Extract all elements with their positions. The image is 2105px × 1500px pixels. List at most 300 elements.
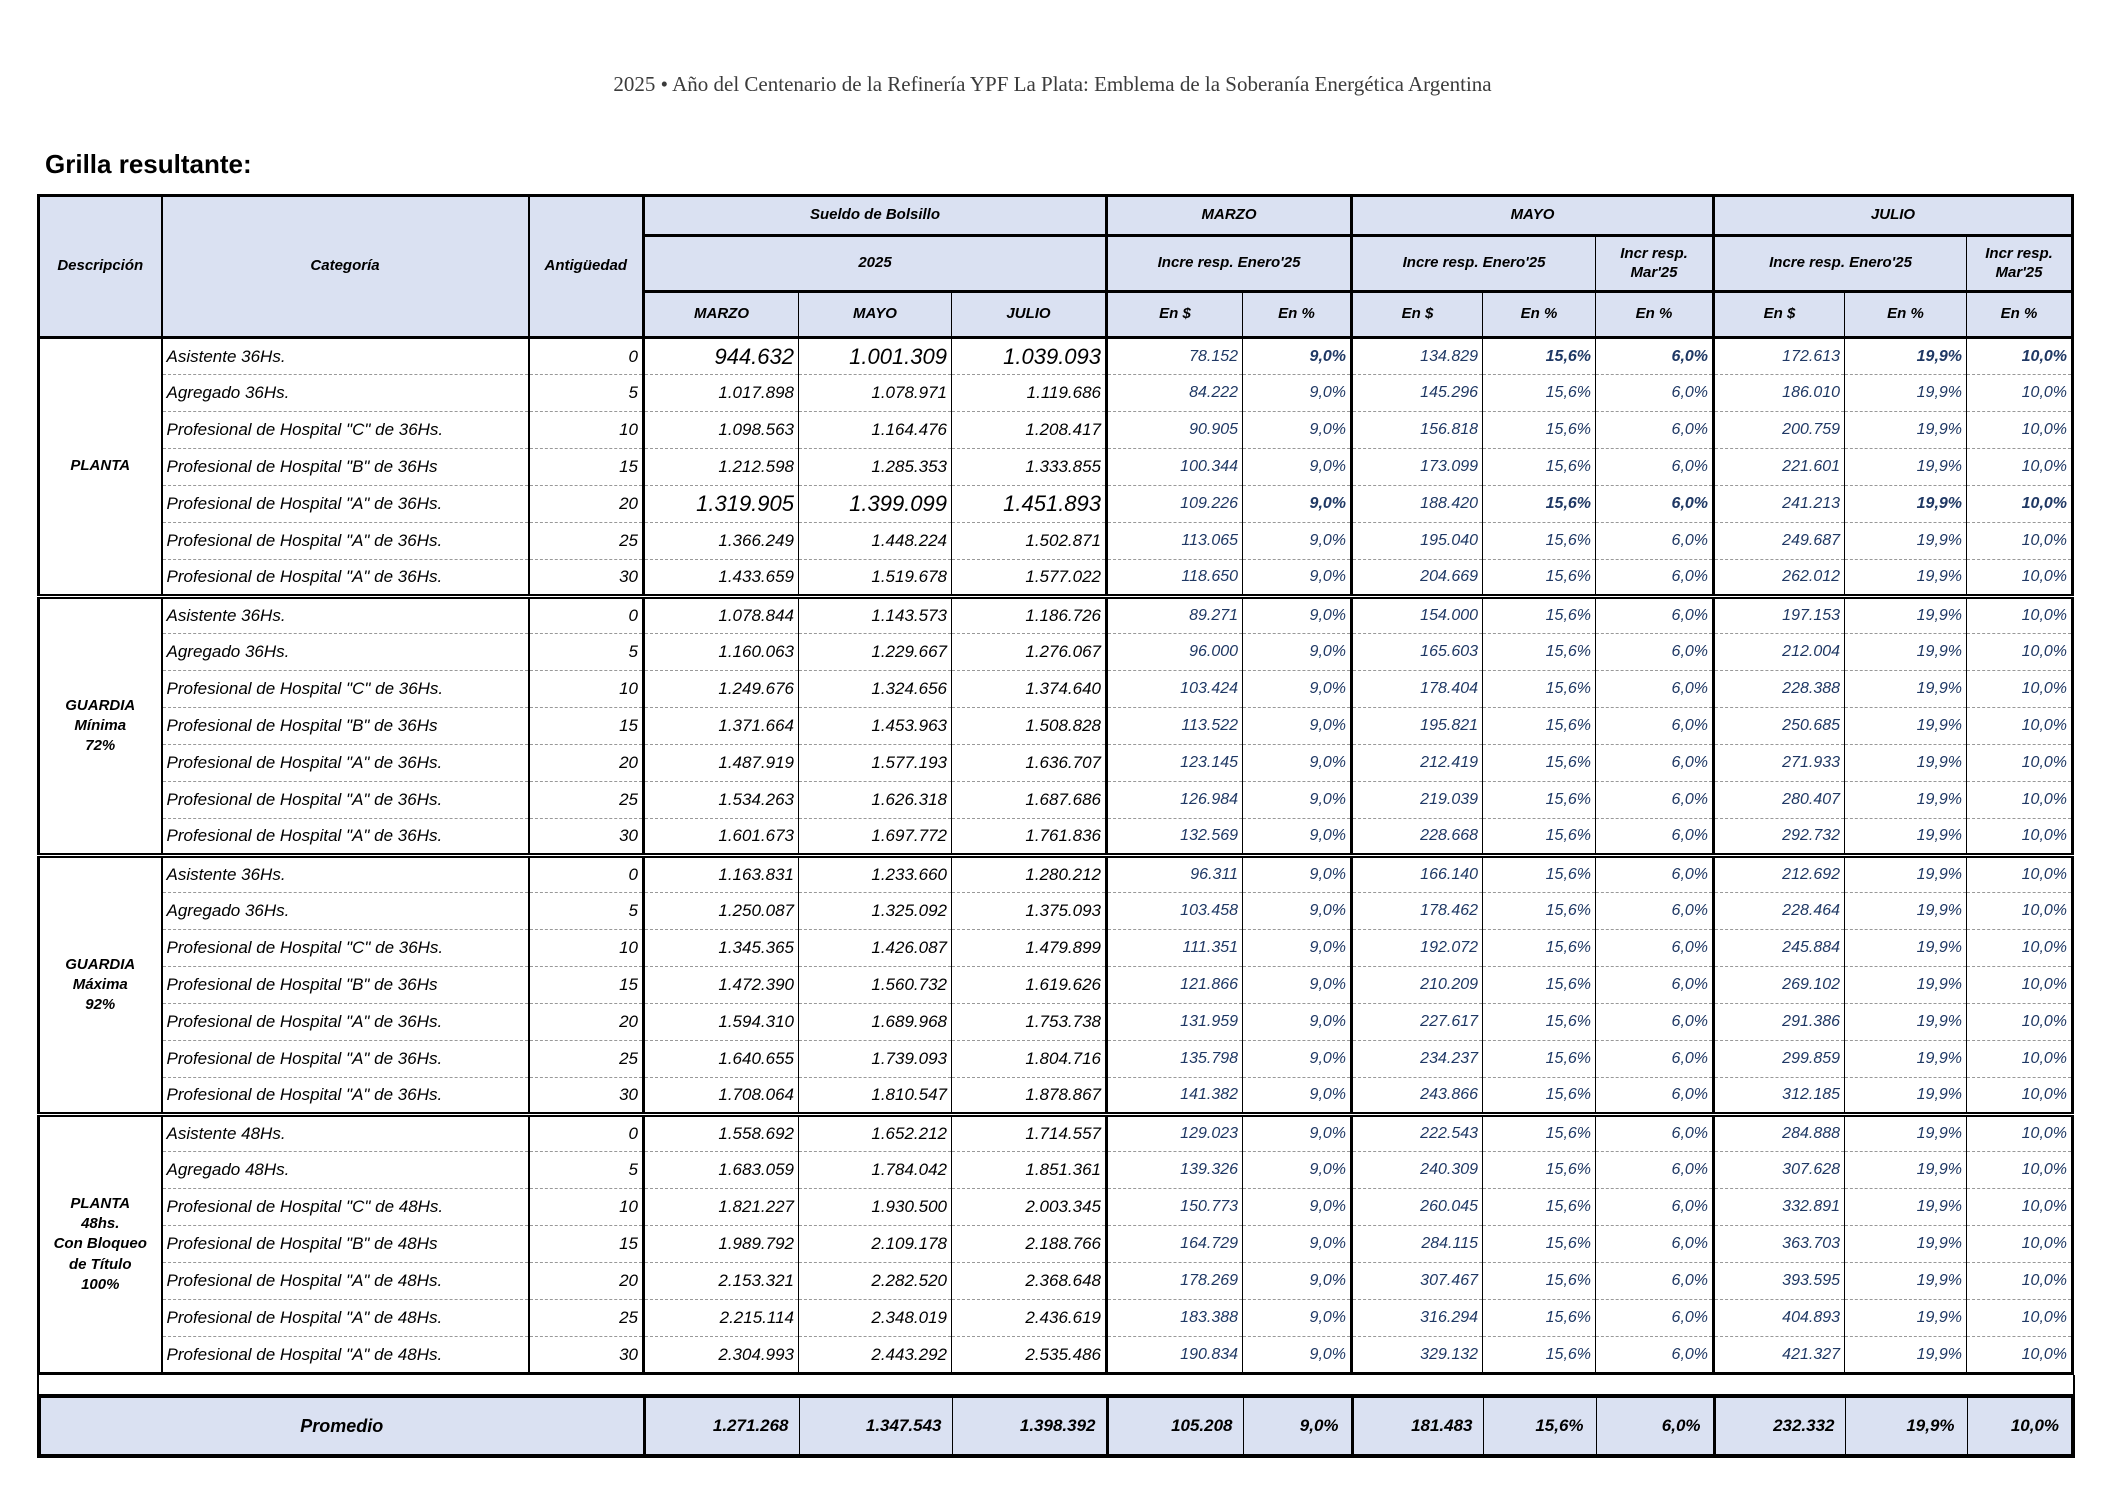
mayo-en-pesos-cell: 222.543 (1352, 1115, 1483, 1152)
mayo-incr-mar-pct-cell: 6,0% (1596, 412, 1714, 449)
categoria-cell: Profesional de Hospital "C" de 36Hs. (162, 930, 529, 967)
julio-en-pesos-cell: 404.893 (1714, 1300, 1845, 1337)
table-row (39, 745, 2073, 782)
subheader-sueldo-mayo: MAYO (799, 292, 952, 338)
table-row (39, 1115, 2073, 1152)
mayo-en-pct-cell: 15,6% (1483, 338, 1596, 375)
mayo-en-pesos-cell: 210.209 (1352, 967, 1483, 1004)
marzo-en-pct-cell: 9,0% (1243, 338, 1352, 375)
marzo-en-pct-cell: 9,0% (1243, 893, 1352, 930)
julio-en-pct-cell: 19,9% (1845, 893, 1967, 930)
antiguedad-cell: 20 (529, 1004, 644, 1041)
sueldo-cell: 2.436.619 (952, 1300, 1107, 1337)
table-row (39, 967, 2073, 1004)
sueldo-cell: 1.697.772 (799, 819, 952, 856)
antiguedad-cell: 5 (529, 375, 644, 412)
group-label-line: Con Bloqueo (53, 1235, 147, 1253)
sueldo-cell: 1.374.640 (952, 671, 1107, 708)
categoria-cell: Asistente 36Hs. (162, 597, 529, 634)
julio-en-pct-cell: 19,9% (1845, 930, 1967, 967)
julio-incr-mar-pct-cell: 10,0% (1967, 1263, 2073, 1300)
sueldo-cell: 2.443.292 (799, 1337, 952, 1374)
marzo-en-pct-cell: 9,0% (1243, 1041, 1352, 1078)
julio-en-pesos-cell: 363.703 (1714, 1226, 1845, 1263)
sueldo-cell: 1.098.563 (644, 412, 799, 449)
sueldo-cell: 1.078.971 (799, 375, 952, 412)
julio-incr-mar-pct-cell: 10,0% (1967, 1152, 2073, 1189)
marzo-en-pct-cell: 9,0% (1243, 1189, 1352, 1226)
categoria-cell: Profesional de Hospital "A" de 36Hs. (162, 560, 529, 597)
sueldo-cell: 1.714.557 (952, 1115, 1107, 1152)
julio-incr-mar-pct-cell: 10,0% (1967, 375, 2073, 412)
mayo-en-pesos-cell: 173.099 (1352, 449, 1483, 486)
mayo-en-pct-cell: 15,6% (1483, 375, 1596, 412)
categoria-cell: Profesional de Hospital "A" de 48Hs. (162, 1300, 529, 1337)
julio-incr-mar-pct-cell: 10,0% (1967, 1078, 2073, 1115)
category-group (39, 1115, 2073, 1374)
grid-header (39, 196, 2073, 338)
julio-en-pesos-cell: 271.933 (1714, 745, 1845, 782)
mayo-en-pct-cell: 15,6% (1483, 893, 1596, 930)
julio-incr-mar-pct-cell: 10,0% (1967, 486, 2073, 523)
mayo-en-pct-cell: 15,6% (1483, 1189, 1596, 1226)
mayo-en-pesos-cell: 307.467 (1352, 1263, 1483, 1300)
julio-en-pct-cell: 19,9% (1845, 745, 1967, 782)
mayo-incr-mar-pct-cell: 6,0% (1596, 1078, 1714, 1115)
promedio-julio-pct: 19,9% (1845, 1396, 1967, 1456)
julio-en-pct-cell: 19,9% (1845, 1300, 1967, 1337)
julio-en-pct-cell: 19,9% (1845, 375, 1967, 412)
marzo-en-pesos-cell: 132.569 (1107, 819, 1243, 856)
julio-en-pct-cell: 19,9% (1845, 1337, 1967, 1374)
mayo-incr-mar-pct-cell: 6,0% (1596, 1300, 1714, 1337)
julio-en-pesos-cell: 172.613 (1714, 338, 1845, 375)
julio-en-pct-cell: 19,9% (1845, 1152, 1967, 1189)
antiguedad-cell: 10 (529, 412, 644, 449)
promedio-mayo-pct: 15,6% (1483, 1396, 1596, 1456)
unit-header-julio-pesos: En $ (1714, 292, 1845, 338)
unit-header-julio-pct: En % (1845, 292, 1967, 338)
sueldo-cell: 1.683.059 (644, 1152, 799, 1189)
group-label-line: 100% (81, 1275, 120, 1293)
sueldo-cell: 1.577.193 (799, 745, 952, 782)
julio-en-pct-cell: 19,9% (1845, 338, 1967, 375)
marzo-en-pct-cell: 9,0% (1243, 930, 1352, 967)
mayo-incr-mar-pct-cell: 6,0% (1596, 375, 1714, 412)
mayo-en-pesos-cell: 240.309 (1352, 1152, 1483, 1189)
julio-en-pct-cell: 19,9% (1845, 1226, 1967, 1263)
mayo-en-pct-cell: 15,6% (1483, 1226, 1596, 1263)
sueldo-cell: 1.577.022 (952, 560, 1107, 597)
categoria-cell: Profesional de Hospital "C" de 36Hs. (162, 412, 529, 449)
julio-incr-mar-pct-cell: 10,0% (1967, 1226, 2073, 1263)
sueldo-cell: 1.519.678 (799, 560, 952, 597)
marzo-en-pesos-cell: 118.650 (1107, 560, 1243, 597)
antiguedad-cell: 15 (529, 449, 644, 486)
antiguedad-cell: 0 (529, 338, 644, 375)
group-label-line: GUARDIA (65, 955, 136, 973)
antiguedad-cell: 25 (529, 782, 644, 819)
sueldo-cell: 1.502.871 (952, 523, 1107, 560)
table-row (39, 338, 2073, 375)
mayo-en-pesos-cell: 154.000 (1352, 597, 1483, 634)
categoria-cell: Agregado 48Hs. (162, 1152, 529, 1189)
sueldo-cell: 1.319.905 (644, 486, 799, 523)
marzo-en-pct-cell: 9,0% (1243, 375, 1352, 412)
mayo-en-pct-cell: 15,6% (1483, 486, 1596, 523)
mayo-incr-mar-pct-cell: 6,0% (1596, 671, 1714, 708)
julio-en-pct-cell: 19,9% (1845, 708, 1967, 745)
marzo-en-pesos-cell: 126.984 (1107, 782, 1243, 819)
categoria-cell: Profesional de Hospital "B" de 36Hs (162, 449, 529, 486)
marzo-en-pesos-cell: 164.729 (1107, 1226, 1243, 1263)
sueldo-cell: 1.333.855 (952, 449, 1107, 486)
julio-incr-mar-pct-cell: 10,0% (1967, 819, 2073, 856)
antiguedad-cell: 0 (529, 1115, 644, 1152)
unit-header-mayo-pesos: En $ (1352, 292, 1483, 338)
marzo-en-pesos-cell: 96.000 (1107, 634, 1243, 671)
julio-en-pesos-cell: 221.601 (1714, 449, 1845, 486)
mayo-en-pesos-cell: 329.132 (1352, 1337, 1483, 1374)
julio-en-pesos-cell: 332.891 (1714, 1189, 1845, 1226)
mayo-incr-mar-pct-cell: 6,0% (1596, 745, 1714, 782)
julio-en-pesos-cell: 212.692 (1714, 856, 1845, 893)
subheader-mayo-incre-enero: Incre resp. Enero'25 (1352, 236, 1596, 292)
categoria-cell: Profesional de Hospital "A" de 36Hs. (162, 523, 529, 560)
sueldo-cell: 1.753.738 (952, 1004, 1107, 1041)
marzo-en-pct-cell: 9,0% (1243, 967, 1352, 1004)
antiguedad-cell: 10 (529, 930, 644, 967)
mayo-incr-mar-pct-cell: 6,0% (1596, 708, 1714, 745)
julio-incr-mar-pct-cell: 10,0% (1967, 671, 2073, 708)
julio-en-pesos-cell: 299.859 (1714, 1041, 1845, 1078)
table-row (39, 1078, 2073, 1115)
julio-en-pesos-cell: 291.386 (1714, 1004, 1845, 1041)
table-row (39, 634, 2073, 671)
julio-en-pct-cell: 19,9% (1845, 412, 1967, 449)
mayo-incr-mar-pct-cell: 6,0% (1596, 634, 1714, 671)
promedio-mayo-pesos: 181.483 (1352, 1396, 1483, 1456)
sueldo-cell: 1.761.836 (952, 819, 1107, 856)
antiguedad-cell: 10 (529, 671, 644, 708)
sueldo-cell: 1.345.365 (644, 930, 799, 967)
mayo-incr-mar-pct-cell: 6,0% (1596, 893, 1714, 930)
sueldo-cell: 2.215.114 (644, 1300, 799, 1337)
antiguedad-cell: 5 (529, 1152, 644, 1189)
mayo-en-pesos-cell: 212.419 (1352, 745, 1483, 782)
julio-incr-mar-pct-cell: 10,0% (1967, 338, 2073, 375)
julio-incr-mar-pct-cell: 10,0% (1967, 1189, 2073, 1226)
group-label-line: Máxima (72, 975, 128, 993)
marzo-en-pesos-cell: 109.226 (1107, 486, 1243, 523)
sueldo-cell: 1.487.919 (644, 745, 799, 782)
mayo-incr-mar-pct-cell: 6,0% (1596, 597, 1714, 634)
mayo-en-pct-cell: 15,6% (1483, 930, 1596, 967)
categoria-cell: Profesional de Hospital "A" de 36Hs. (162, 1078, 529, 1115)
antiguedad-cell: 5 (529, 634, 644, 671)
antiguedad-cell: 20 (529, 745, 644, 782)
julio-en-pesos-cell: 212.004 (1714, 634, 1845, 671)
mayo-en-pesos-cell: 188.420 (1352, 486, 1483, 523)
categoria-cell: Profesional de Hospital "B" de 48Hs (162, 1226, 529, 1263)
julio-en-pesos-cell: 249.687 (1714, 523, 1845, 560)
group-label-line: de Título (69, 1255, 132, 1273)
marzo-en-pesos-cell: 113.065 (1107, 523, 1243, 560)
julio-en-pesos-cell: 245.884 (1714, 930, 1845, 967)
unit-header-marzo-pct: En % (1243, 292, 1352, 338)
marzo-en-pct-cell: 9,0% (1243, 486, 1352, 523)
antiguedad-cell: 30 (529, 819, 644, 856)
marzo-en-pct-cell: 9,0% (1243, 856, 1352, 893)
group-header-sueldo-de-bolsillo: Sueldo de Bolsillo (644, 196, 1107, 236)
marzo-en-pesos-cell: 139.326 (1107, 1152, 1243, 1189)
promedio-label: Promedio (300, 1415, 384, 1436)
mayo-en-pesos-cell: 192.072 (1352, 930, 1483, 967)
julio-incr-mar-pct-cell: 10,0% (1967, 634, 2073, 671)
sueldo-cell: 1.078.844 (644, 597, 799, 634)
promedio-julio-incr-pct: 10,0% (1967, 1396, 2073, 1456)
group-label-cell (39, 338, 162, 597)
categoria-cell: Agregado 36Hs. (162, 634, 529, 671)
table-row (39, 893, 2073, 930)
julio-incr-mar-pct-cell: 10,0% (1967, 1337, 2073, 1374)
table-row (39, 560, 2073, 597)
sueldo-cell: 2.282.520 (799, 1263, 952, 1300)
mayo-en-pesos-cell: 316.294 (1352, 1300, 1483, 1337)
mayo-en-pct-cell: 15,6% (1483, 967, 1596, 1004)
table-row (39, 412, 2073, 449)
sueldo-cell: 1.652.212 (799, 1115, 952, 1152)
subheader-julio-incr-mar: Incr resp. Mar'25 (1967, 236, 2073, 292)
mayo-incr-mar-pct-cell: 6,0% (1596, 1152, 1714, 1189)
mayo-en-pct-cell: 15,6% (1483, 671, 1596, 708)
antiguedad-cell: 5 (529, 893, 644, 930)
sueldo-cell: 1.143.573 (799, 597, 952, 634)
section-title: Grilla resultante: (45, 149, 252, 179)
julio-incr-mar-pct-cell: 10,0% (1967, 1041, 2073, 1078)
mayo-en-pesos-cell: 227.617 (1352, 1004, 1483, 1041)
table-row (39, 1041, 2073, 1078)
julio-en-pesos-cell: 262.012 (1714, 560, 1845, 597)
julio-en-pesos-cell: 186.010 (1714, 375, 1845, 412)
group-label-cell (39, 597, 162, 856)
categoria-cell: Profesional de Hospital "A" de 36Hs. (162, 745, 529, 782)
categoria-cell: Profesional de Hospital "B" de 36Hs (162, 708, 529, 745)
sueldo-cell: 1.739.093 (799, 1041, 952, 1078)
julio-incr-mar-pct-cell: 10,0% (1967, 412, 2073, 449)
sueldo-cell: 1.784.042 (799, 1152, 952, 1189)
table-row (39, 1263, 2073, 1300)
marzo-en-pct-cell: 9,0% (1243, 1263, 1352, 1300)
group-header-marzo: MARZO (1107, 196, 1352, 236)
subheader-sueldo-marzo: MARZO (644, 292, 799, 338)
mayo-incr-mar-pct-cell: 6,0% (1596, 856, 1714, 893)
antiguedad-cell: 0 (529, 597, 644, 634)
mayo-en-pesos-cell: 165.603 (1352, 634, 1483, 671)
sueldo-cell: 1.229.667 (799, 634, 952, 671)
sueldo-cell: 944.632 (644, 338, 799, 375)
marzo-en-pesos-cell: 90.905 (1107, 412, 1243, 449)
marzo-en-pct-cell: 9,0% (1243, 449, 1352, 486)
sueldo-cell: 1.534.263 (644, 782, 799, 819)
col-header-descripcion: Descripción (39, 196, 162, 338)
sueldo-cell: 1.472.390 (644, 967, 799, 1004)
julio-incr-mar-pct-cell: 10,0% (1967, 597, 2073, 634)
table-row (39, 819, 2073, 856)
mayo-incr-mar-pct-cell: 6,0% (1596, 1004, 1714, 1041)
antiguedad-cell: 20 (529, 486, 644, 523)
julio-en-pesos-cell: 393.595 (1714, 1263, 1845, 1300)
antiguedad-cell: 20 (529, 1263, 644, 1300)
group-label-line: 92% (85, 996, 116, 1014)
sueldo-cell: 1.878.867 (952, 1078, 1107, 1115)
categoria-cell: Profesional de Hospital "C" de 36Hs. (162, 671, 529, 708)
sueldo-cell: 1.280.212 (952, 856, 1107, 893)
julio-incr-mar-pct-cell: 10,0% (1967, 967, 2073, 1004)
marzo-en-pesos-cell: 100.344 (1107, 449, 1243, 486)
sueldo-cell: 2.003.345 (952, 1189, 1107, 1226)
mayo-incr-mar-pct-cell: 6,0% (1596, 1115, 1714, 1152)
mayo-incr-mar-pct-cell: 6,0% (1596, 1041, 1714, 1078)
table-row (39, 1337, 2073, 1374)
sueldo-cell: 1.930.500 (799, 1189, 952, 1226)
antiguedad-cell: 30 (529, 1337, 644, 1374)
sueldo-cell: 1.212.598 (644, 449, 799, 486)
table-row (39, 486, 2073, 523)
category-group (39, 597, 2073, 856)
categoria-cell: Asistente 48Hs. (162, 1115, 529, 1152)
mayo-incr-mar-pct-cell: 6,0% (1596, 523, 1714, 560)
mayo-en-pesos-cell: 166.140 (1352, 856, 1483, 893)
mayo-en-pct-cell: 15,6% (1483, 412, 1596, 449)
table-row (39, 375, 2073, 412)
marzo-en-pct-cell: 9,0% (1243, 560, 1352, 597)
col-header-antiguedad: Antigüedad (529, 196, 644, 338)
marzo-en-pesos-cell: 183.388 (1107, 1300, 1243, 1337)
table-row (39, 782, 2073, 819)
julio-en-pct-cell: 19,9% (1845, 1078, 1967, 1115)
julio-incr-mar-pct-cell: 10,0% (1967, 930, 2073, 967)
julio-incr-mar-pct-cell: 10,0% (1967, 560, 2073, 597)
unit-header-mayo-pct: En % (1483, 292, 1596, 338)
julio-en-pct-cell: 19,9% (1845, 486, 1967, 523)
table-row (39, 930, 2073, 967)
sueldo-cell: 1.708.064 (644, 1078, 799, 1115)
mayo-en-pct-cell: 15,6% (1483, 449, 1596, 486)
marzo-en-pesos-cell: 103.424 (1107, 671, 1243, 708)
sueldo-cell: 1.560.732 (799, 967, 952, 1004)
julio-en-pct-cell: 19,9% (1845, 560, 1967, 597)
sueldo-cell: 1.558.692 (644, 1115, 799, 1152)
julio-incr-mar-pct-cell: 10,0% (1967, 708, 2073, 745)
sueldo-cell: 2.109.178 (799, 1226, 952, 1263)
marzo-en-pesos-cell: 113.522 (1107, 708, 1243, 745)
mayo-en-pesos-cell: 243.866 (1352, 1078, 1483, 1115)
julio-incr-mar-pct-cell: 10,0% (1967, 1300, 2073, 1337)
sueldo-cell: 1.249.676 (644, 671, 799, 708)
sueldo-cell: 1.208.417 (952, 412, 1107, 449)
sueldo-cell: 1.601.673 (644, 819, 799, 856)
sueldo-cell: 1.687.686 (952, 782, 1107, 819)
subheader-year: 2025 (644, 236, 1107, 292)
marzo-en-pesos-cell: 103.458 (1107, 893, 1243, 930)
mayo-en-pct-cell: 15,6% (1483, 782, 1596, 819)
mayo-incr-mar-pct-cell: 6,0% (1596, 782, 1714, 819)
sueldo-cell: 1.989.792 (644, 1226, 799, 1263)
sueldo-cell: 2.535.486 (952, 1337, 1107, 1374)
antiguedad-cell: 25 (529, 523, 644, 560)
sueldo-cell: 1.508.828 (952, 708, 1107, 745)
julio-en-pesos-cell: 241.213 (1714, 486, 1845, 523)
categoria-cell: Asistente 36Hs. (162, 856, 529, 893)
mayo-en-pct-cell: 15,6% (1483, 1041, 1596, 1078)
table-row (39, 1226, 2073, 1263)
marzo-en-pct-cell: 9,0% (1243, 1337, 1352, 1374)
julio-en-pesos-cell: 312.185 (1714, 1078, 1845, 1115)
marzo-en-pesos-cell: 129.023 (1107, 1115, 1243, 1152)
sueldo-cell: 1.636.707 (952, 745, 1107, 782)
marzo-en-pct-cell: 9,0% (1243, 782, 1352, 819)
mayo-incr-mar-pct-cell: 6,0% (1596, 967, 1714, 1004)
unit-header-marzo-pesos: En $ (1107, 292, 1243, 338)
sueldo-cell: 1.164.476 (799, 412, 952, 449)
sueldo-cell: 1.851.361 (952, 1152, 1107, 1189)
antiguedad-cell: 10 (529, 1189, 644, 1226)
categoria-cell: Agregado 36Hs. (162, 375, 529, 412)
mayo-en-pesos-cell: 228.668 (1352, 819, 1483, 856)
mayo-en-pct-cell: 15,6% (1483, 1115, 1596, 1152)
julio-en-pct-cell: 19,9% (1845, 449, 1967, 486)
promedio-sueldo-mayo: 1.347.543 (799, 1396, 952, 1456)
mayo-incr-mar-pct-cell: 6,0% (1596, 338, 1714, 375)
table-row (39, 856, 2073, 893)
mayo-incr-mar-pct-cell: 6,0% (1596, 819, 1714, 856)
group-label-cell (39, 856, 162, 1115)
marzo-en-pesos-cell: 84.222 (1107, 375, 1243, 412)
sueldo-cell: 2.368.648 (952, 1263, 1107, 1300)
julio-en-pct-cell: 19,9% (1845, 1004, 1967, 1041)
promedio-julio-pesos: 232.332 (1714, 1396, 1845, 1456)
sueldo-cell: 1.001.309 (799, 338, 952, 375)
subheader-julio-incre-enero: Incre resp. Enero'25 (1714, 236, 1967, 292)
categoria-cell: Profesional de Hospital "A" de 36Hs. (162, 819, 529, 856)
sueldo-cell: 1.804.716 (952, 1041, 1107, 1078)
mayo-en-pct-cell: 15,6% (1483, 1004, 1596, 1041)
julio-en-pct-cell: 19,9% (1845, 1115, 1967, 1152)
unit-header-julio-incr-pct: En % (1967, 292, 2073, 338)
marzo-en-pesos-cell: 123.145 (1107, 745, 1243, 782)
table-row (39, 708, 2073, 745)
promedio-row (39, 1396, 2073, 1456)
sueldo-cell: 2.188.766 (952, 1226, 1107, 1263)
antiguedad-cell: 15 (529, 708, 644, 745)
mayo-en-pesos-cell: 178.404 (1352, 671, 1483, 708)
antiguedad-cell: 15 (529, 1226, 644, 1263)
sueldo-cell: 1.821.227 (644, 1189, 799, 1226)
sueldo-cell: 2.153.321 (644, 1263, 799, 1300)
julio-en-pct-cell: 19,9% (1845, 967, 1967, 1004)
julio-en-pesos-cell: 250.685 (1714, 708, 1845, 745)
categoria-cell: Profesional de Hospital "A" de 48Hs. (162, 1263, 529, 1300)
sueldo-cell: 2.304.993 (644, 1337, 799, 1374)
sueldo-cell: 1.163.831 (644, 856, 799, 893)
promedio-sueldo-marzo: 1.271.268 (644, 1396, 799, 1456)
table-row (39, 523, 2073, 560)
sueldo-cell: 1.451.893 (952, 486, 1107, 523)
marzo-en-pct-cell: 9,0% (1243, 1004, 1352, 1041)
julio-en-pct-cell: 19,9% (1845, 671, 1967, 708)
categoria-cell: Profesional de Hospital "C" de 48Hs. (162, 1189, 529, 1226)
